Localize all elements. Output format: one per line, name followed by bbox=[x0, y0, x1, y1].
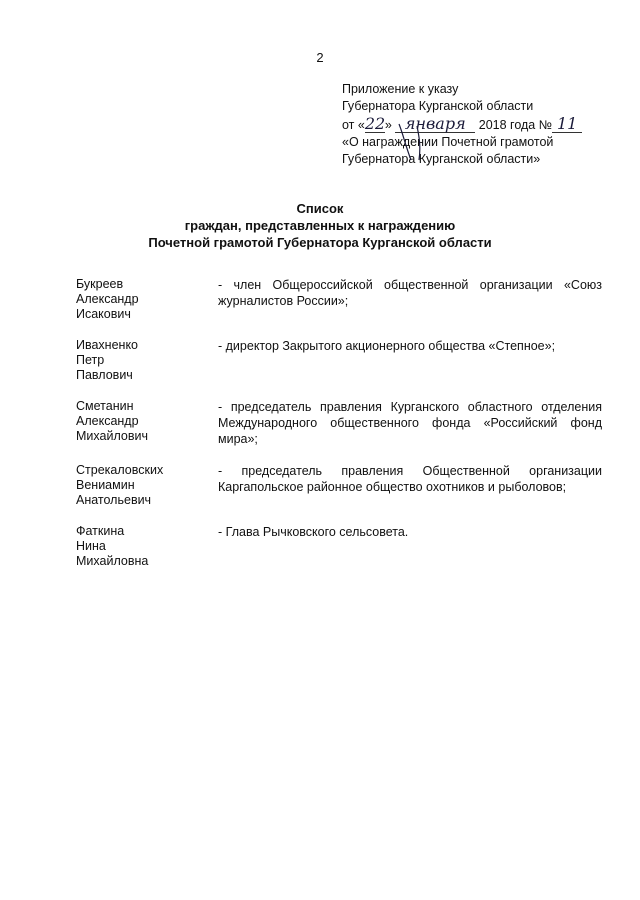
person-name bbox=[76, 338, 218, 383]
page-number: 2 bbox=[316, 50, 324, 65]
surname: Букреев bbox=[76, 277, 124, 291]
list-item bbox=[76, 524, 602, 569]
appendix-line-1: Приложение к указу bbox=[342, 82, 459, 96]
title-line-3: Почетной грамотой Губернатора Курганской области bbox=[148, 235, 492, 250]
date-prefix: от « bbox=[342, 118, 365, 132]
patronymic: Михайлович bbox=[76, 429, 148, 443]
awardee-list bbox=[76, 277, 602, 585]
first-name: Петр bbox=[76, 353, 105, 367]
person-description: - директор Закрытого акционерного общества «Степное»; bbox=[218, 339, 556, 353]
person-name bbox=[76, 463, 218, 508]
handwritten-month: января bbox=[395, 115, 475, 133]
appendix-line-5: Губернатора Курганской области» bbox=[342, 152, 541, 166]
signature-mark bbox=[389, 122, 441, 162]
person-description: - член Общероссийской общественной организации «Союз журналистов России»; bbox=[218, 278, 602, 308]
person-name bbox=[76, 277, 218, 322]
person-description: - председатель правления Курганского областного отделения Международного общественного фонда «Российский фонд мира»; bbox=[218, 400, 602, 446]
first-name: Нина bbox=[76, 539, 106, 553]
surname: Ивахненко bbox=[76, 338, 139, 352]
year-text: 2018 года № bbox=[478, 118, 553, 132]
surname: Фаткина bbox=[76, 524, 125, 538]
patronymic: Павлович bbox=[76, 368, 133, 382]
surname: Стрекаловских bbox=[76, 463, 164, 477]
date-mid: » bbox=[384, 118, 392, 132]
appendix-date-line bbox=[342, 115, 582, 134]
handwritten-day: 22 bbox=[364, 114, 386, 133]
list-item bbox=[76, 338, 602, 383]
list-item bbox=[76, 399, 602, 447]
document-title bbox=[0, 200, 640, 251]
patronymic: Исакович bbox=[76, 307, 131, 321]
person-name bbox=[76, 399, 218, 447]
handwritten-number: 11 bbox=[552, 115, 582, 133]
first-name: Александр bbox=[76, 414, 139, 428]
surname: Сметанин bbox=[76, 399, 134, 413]
appendix-header bbox=[342, 81, 582, 168]
appendix-line-2: Губернатора Курганской области bbox=[342, 99, 534, 113]
first-name: Александр bbox=[76, 292, 139, 306]
patronymic: Анатольевич bbox=[76, 493, 152, 507]
person-name bbox=[76, 524, 218, 569]
appendix-line-4: «О награждении Почетной грамотой bbox=[342, 135, 554, 149]
title-line-1: Список bbox=[296, 201, 344, 216]
title-line-2: граждан, представленных к награждению bbox=[184, 218, 456, 233]
person-description: - председатель правления Общественной организации Каргапольское районное общество охотников и рыболовов; bbox=[218, 464, 602, 494]
patronymic: Михайловна bbox=[76, 554, 149, 568]
person-description: - Глава Рычковского сельсовета. bbox=[218, 525, 409, 539]
list-item bbox=[76, 463, 602, 508]
first-name: Вениамин bbox=[76, 478, 135, 492]
list-item bbox=[76, 277, 602, 322]
